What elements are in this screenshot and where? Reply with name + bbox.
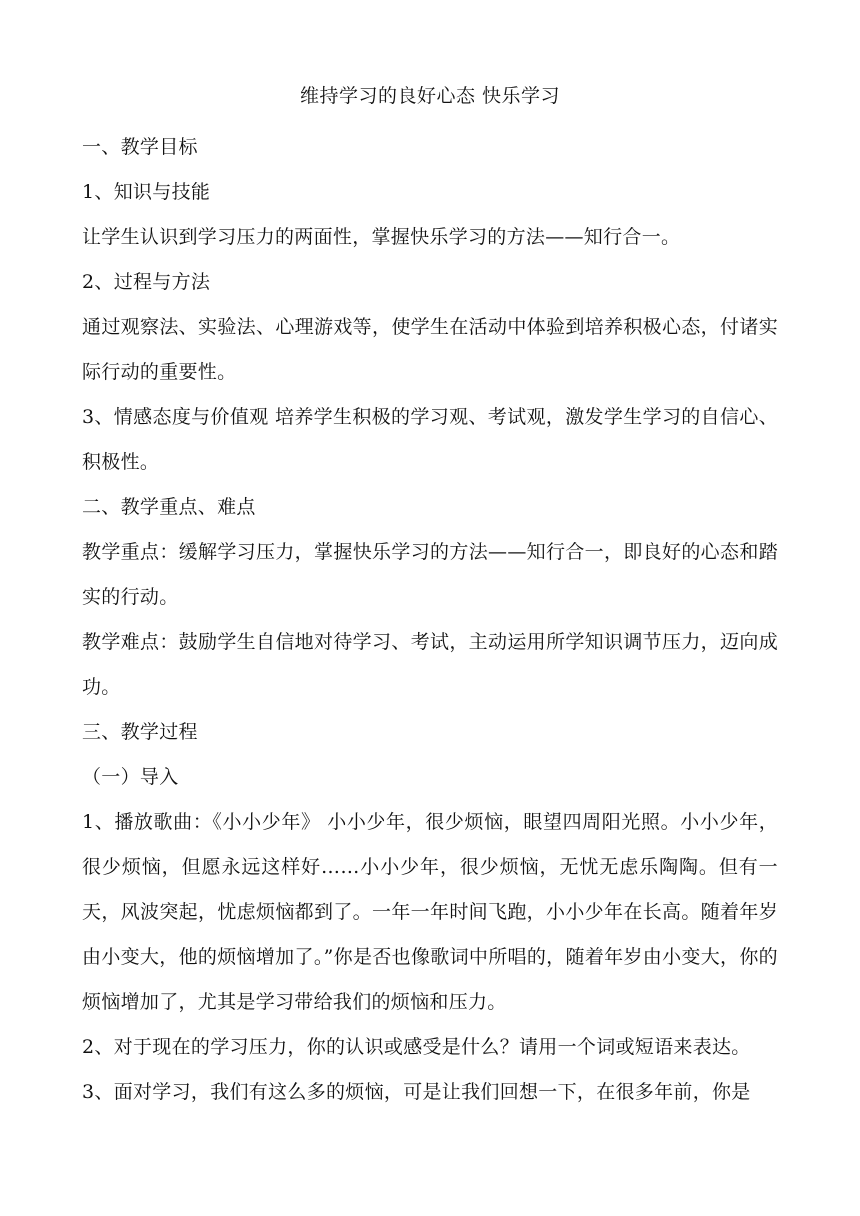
paragraph-teaching-key: 教学重点：缓解学习压力，掌握快乐学习的方法——知行合一，即良好的心态和踏实的行动。: [82, 541, 778, 608]
paragraph-knowledge-skills: 让学生认识到学习压力的两面性，掌握快乐学习的方法——知行合一。: [82, 226, 681, 248]
paragraph-song: 1、播放歌曲：《小小少年》 小小少年，很少烦恼，眼望四周阳光照。小小少年，很少烦恼，但愿永远这样好……小小少年，很少烦恼，无忧无虑乐陶陶。但有一天，风波突起，忧虑烦恼都到了。一年一年时间飞跑，小小少年在长高。随着年岁由小变大，他的烦恼增加了。”你是否也像歌词中所唱的，随着年岁由小变大，你的烦恼增加了，尤其是学习带给我们的烦恼和压力。: [82, 811, 778, 1013]
subheading-process-method: 2、过程与方法: [82, 271, 211, 293]
paragraph-emotion-values: 3、情感态度与价值观 培养学生积极的学习观、考试观，激发学生学习的自信心、积极性。: [82, 406, 778, 473]
paragraph-pressure-question: 2、对于现在的学习压力，你的认识或感受是什么？请用一个词或短语来表达。: [82, 1036, 751, 1058]
paragraph-teaching-difficulty: 教学难点：鼓励学生自信地对待学习、考试，主动运用所学知识调节压力，迈向成功。: [82, 631, 778, 698]
section-heading-teaching-goals: 一、教学目标: [82, 136, 198, 158]
paragraph-recall: 3、面对学习，我们有这么多的烦恼，可是让我们回想一下，在很多年前，你是: [82, 1081, 751, 1103]
section-heading-teaching-process: 三、教学过程: [82, 721, 198, 743]
subheading-knowledge-skills: 1、知识与技能: [82, 181, 211, 203]
subheading-introduction: （一）导入: [82, 766, 179, 788]
paragraph-process-method: 通过观察法、实验法、心理游戏等，使学生在活动中体验到培养积极心态，付诸实际行动的重要性。: [82, 316, 778, 383]
document-title: 维持学习的良好心态 快乐学习: [299, 85, 561, 107]
section-heading-key-difficult: 二、教学重点、难点: [82, 496, 256, 518]
